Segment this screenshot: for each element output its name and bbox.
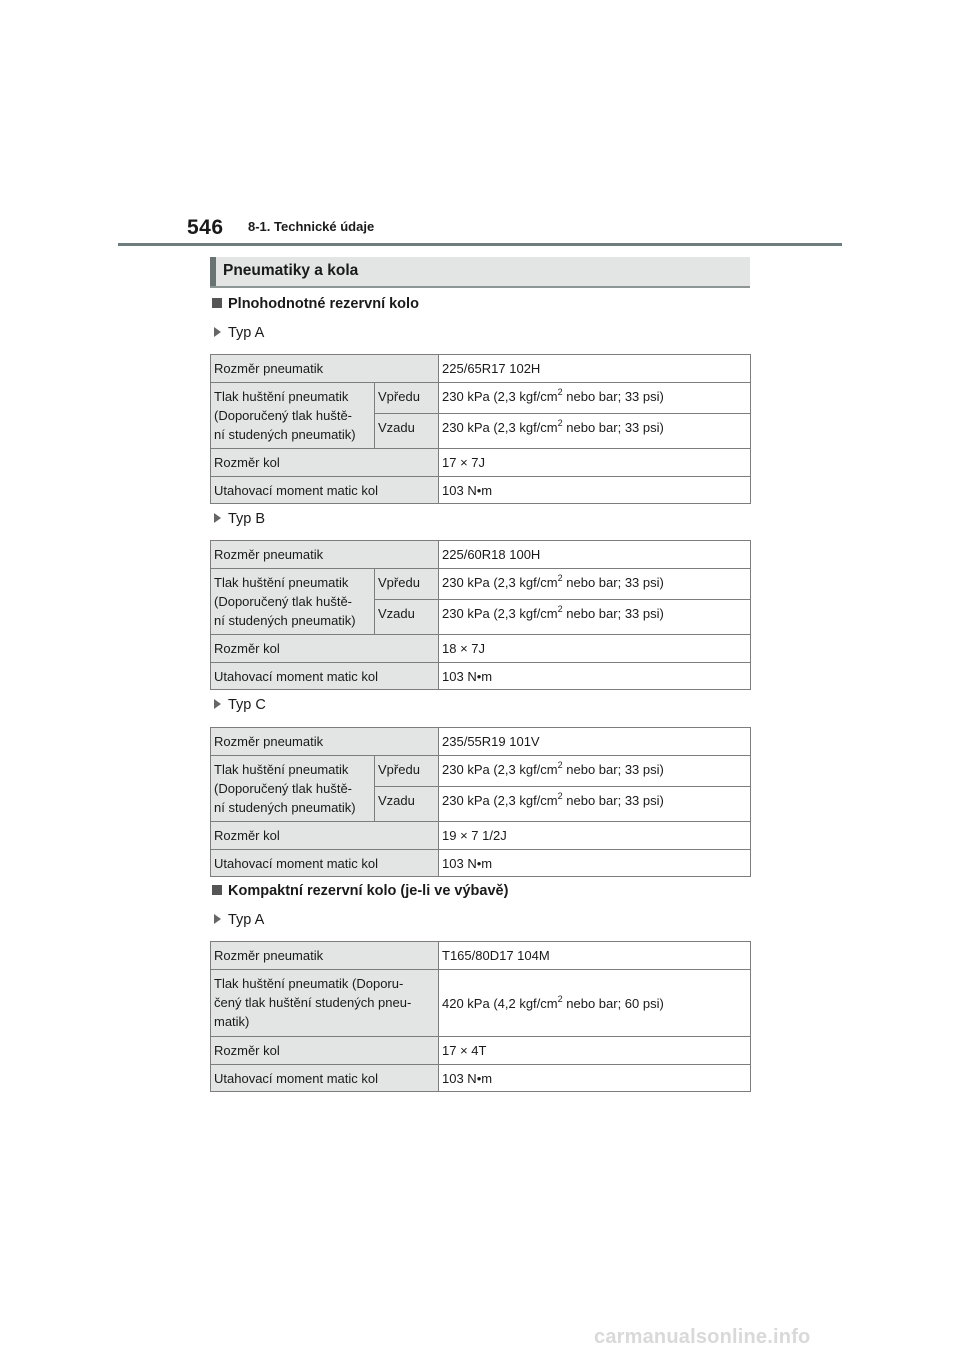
tire-size-label: Rozměr pneumatik	[211, 541, 439, 569]
triangle-bullet-icon	[214, 914, 221, 924]
front-label: Vpředu	[375, 383, 439, 414]
pressure-label-line: čený tlak huštění studených pneu-	[214, 995, 412, 1010]
rear-label: Vzadu	[375, 600, 439, 635]
subheading-type-c	[214, 697, 266, 713]
watermark: carmanualsonline.info	[594, 1326, 811, 1348]
tire-size-label: Rozměr pneumatik	[211, 942, 439, 970]
triangle-bullet-icon	[214, 699, 221, 709]
torque-label: Utahovací moment matic kol	[211, 850, 439, 877]
triangle-bullet-icon	[214, 327, 221, 337]
table-row	[211, 1037, 751, 1065]
rear-label: Vzadu	[375, 414, 439, 449]
page-number: 546	[187, 216, 224, 239]
table-row	[211, 449, 751, 477]
tire-size-value: T165/80D17 104M	[439, 942, 751, 970]
rear-label: Vzadu	[375, 787, 439, 822]
page-title: Pneumatiky a kola	[223, 262, 359, 279]
rear-pressure-value: 230 kPa (2,3 kgf/$cm^2$ nebo bar; 33 psi)	[439, 414, 751, 449]
square-bullet-icon	[212, 885, 222, 895]
spec-table-full-b	[210, 540, 751, 690]
heading-compact-spare	[212, 883, 508, 899]
pressure-label-line: matik)	[214, 1014, 250, 1029]
front-label: Vpředu	[375, 756, 439, 787]
table-row	[211, 728, 751, 756]
tire-size-label: Rozměr pneumatik	[211, 728, 439, 756]
tire-size-value: 235/55R19 101V	[439, 728, 751, 756]
subheading-type-a	[214, 325, 264, 341]
torque-value: 103 N•m	[439, 477, 751, 504]
table-row	[211, 1065, 751, 1092]
wheel-size-label: Rozměr kol	[211, 822, 439, 850]
tire-size-label: Rozměr pneumatik	[211, 355, 439, 383]
front-pressure-value: 230 kPa (2,3 kgf/$cm^2$ nebo bar; 33 psi)	[439, 383, 751, 414]
table-row	[211, 756, 751, 787]
subheading-type-a-text: Typ A	[228, 325, 265, 341]
wheel-size-value: 19 × 7 1/2J	[439, 822, 751, 850]
pressure-label-line: ní studených pneumatik)	[214, 613, 356, 628]
heading-full-spare-text: Plnohodnotné rezervní kolo	[228, 296, 419, 312]
heading-compact-spare-text: Kompaktní rezervní kolo (je-li ve výbavě)	[228, 883, 509, 899]
table-row	[211, 942, 751, 970]
front-pressure-value: 230 kPa (2,3 kgf/$cm^2$ nebo bar; 33 psi)	[439, 569, 751, 600]
wheel-size-value: 17 × 7J	[439, 449, 751, 477]
page-title-bar	[210, 257, 750, 288]
table-row	[211, 383, 751, 414]
wheel-size-value: 17 × 4T	[439, 1037, 751, 1065]
subheading-compact-type-a-text: Typ A	[228, 912, 265, 928]
torque-value: 103 N•m	[439, 1065, 751, 1092]
pressure-label-line: ní studených pneumatik)	[214, 800, 356, 815]
table-row	[211, 822, 751, 850]
table-row	[211, 569, 751, 600]
torque-label: Utahovací moment matic kol	[211, 663, 439, 690]
heading-full-spare	[212, 296, 419, 312]
front-label: Vpředu	[375, 569, 439, 600]
wheel-size-value: 18 × 7J	[439, 635, 751, 663]
pressure-label-line: Tlak huštění pneumatik	[214, 575, 349, 590]
table-row	[211, 477, 751, 504]
pressure-label-line: Tlak huštění pneumatik	[214, 389, 349, 404]
triangle-bullet-icon	[214, 513, 221, 523]
table-row	[211, 970, 751, 1037]
header-rule	[118, 243, 842, 246]
subheading-compact-type-a	[214, 912, 264, 928]
spec-table-full-c	[210, 727, 751, 877]
pressure-label	[211, 756, 375, 822]
wheel-size-label: Rozměr kol	[211, 635, 439, 663]
pressure-value: 420 kPa (4,2 kgf/$cm^2$ nebo bar; 60 psi)	[439, 970, 751, 1037]
pressure-label-line: Tlak huštění pneumatik	[214, 762, 349, 777]
spec-table-compact-a	[210, 941, 751, 1092]
pressure-label	[211, 569, 375, 635]
section-header: 8-1. Technické údaje	[248, 219, 375, 234]
subheading-type-c-text: Typ C	[228, 697, 266, 713]
front-pressure-value: 230 kPa (2,3 kgf/$cm^2$ nebo bar; 33 psi)	[439, 756, 751, 787]
torque-value: 103 N•m	[439, 850, 751, 877]
pressure-label-line: (Doporučený tlak huště-	[214, 781, 353, 796]
table-row	[211, 663, 751, 690]
tire-size-value: 225/65R17 102H	[439, 355, 751, 383]
pressure-label-line: ní studených pneumatik)	[214, 427, 356, 442]
table-row	[211, 355, 751, 383]
rear-pressure-value: 230 kPa (2,3 kgf/$cm^2$ nebo bar; 33 psi)	[439, 787, 751, 822]
pressure-label	[211, 970, 439, 1037]
subheading-type-b-text: Typ B	[228, 511, 266, 527]
tire-size-value: 225/60R18 100H	[439, 541, 751, 569]
table-row	[211, 850, 751, 877]
wheel-size-label: Rozměr kol	[211, 449, 439, 477]
torque-label: Utahovací moment matic kol	[211, 477, 439, 504]
torque-label: Utahovací moment matic kol	[211, 1065, 439, 1092]
rear-pressure-value: 230 kPa (2,3 kgf/$cm^2$ nebo bar; 33 psi)	[439, 600, 751, 635]
table-row	[211, 541, 751, 569]
table-row	[211, 635, 751, 663]
title-accent	[210, 257, 216, 286]
torque-value: 103 N•m	[439, 663, 751, 690]
pressure-label-line: (Doporučený tlak huště-	[214, 594, 353, 609]
wheel-size-label: Rozměr kol	[211, 1037, 439, 1065]
square-bullet-icon	[212, 298, 222, 308]
spec-table-full-a	[210, 354, 751, 504]
subheading-type-b	[214, 511, 265, 527]
pressure-label-line: Tlak huštění pneumatik (Doporu-	[214, 976, 404, 991]
pressure-label-line: (Doporučený tlak huště-	[214, 408, 353, 423]
pressure-label	[211, 383, 375, 449]
